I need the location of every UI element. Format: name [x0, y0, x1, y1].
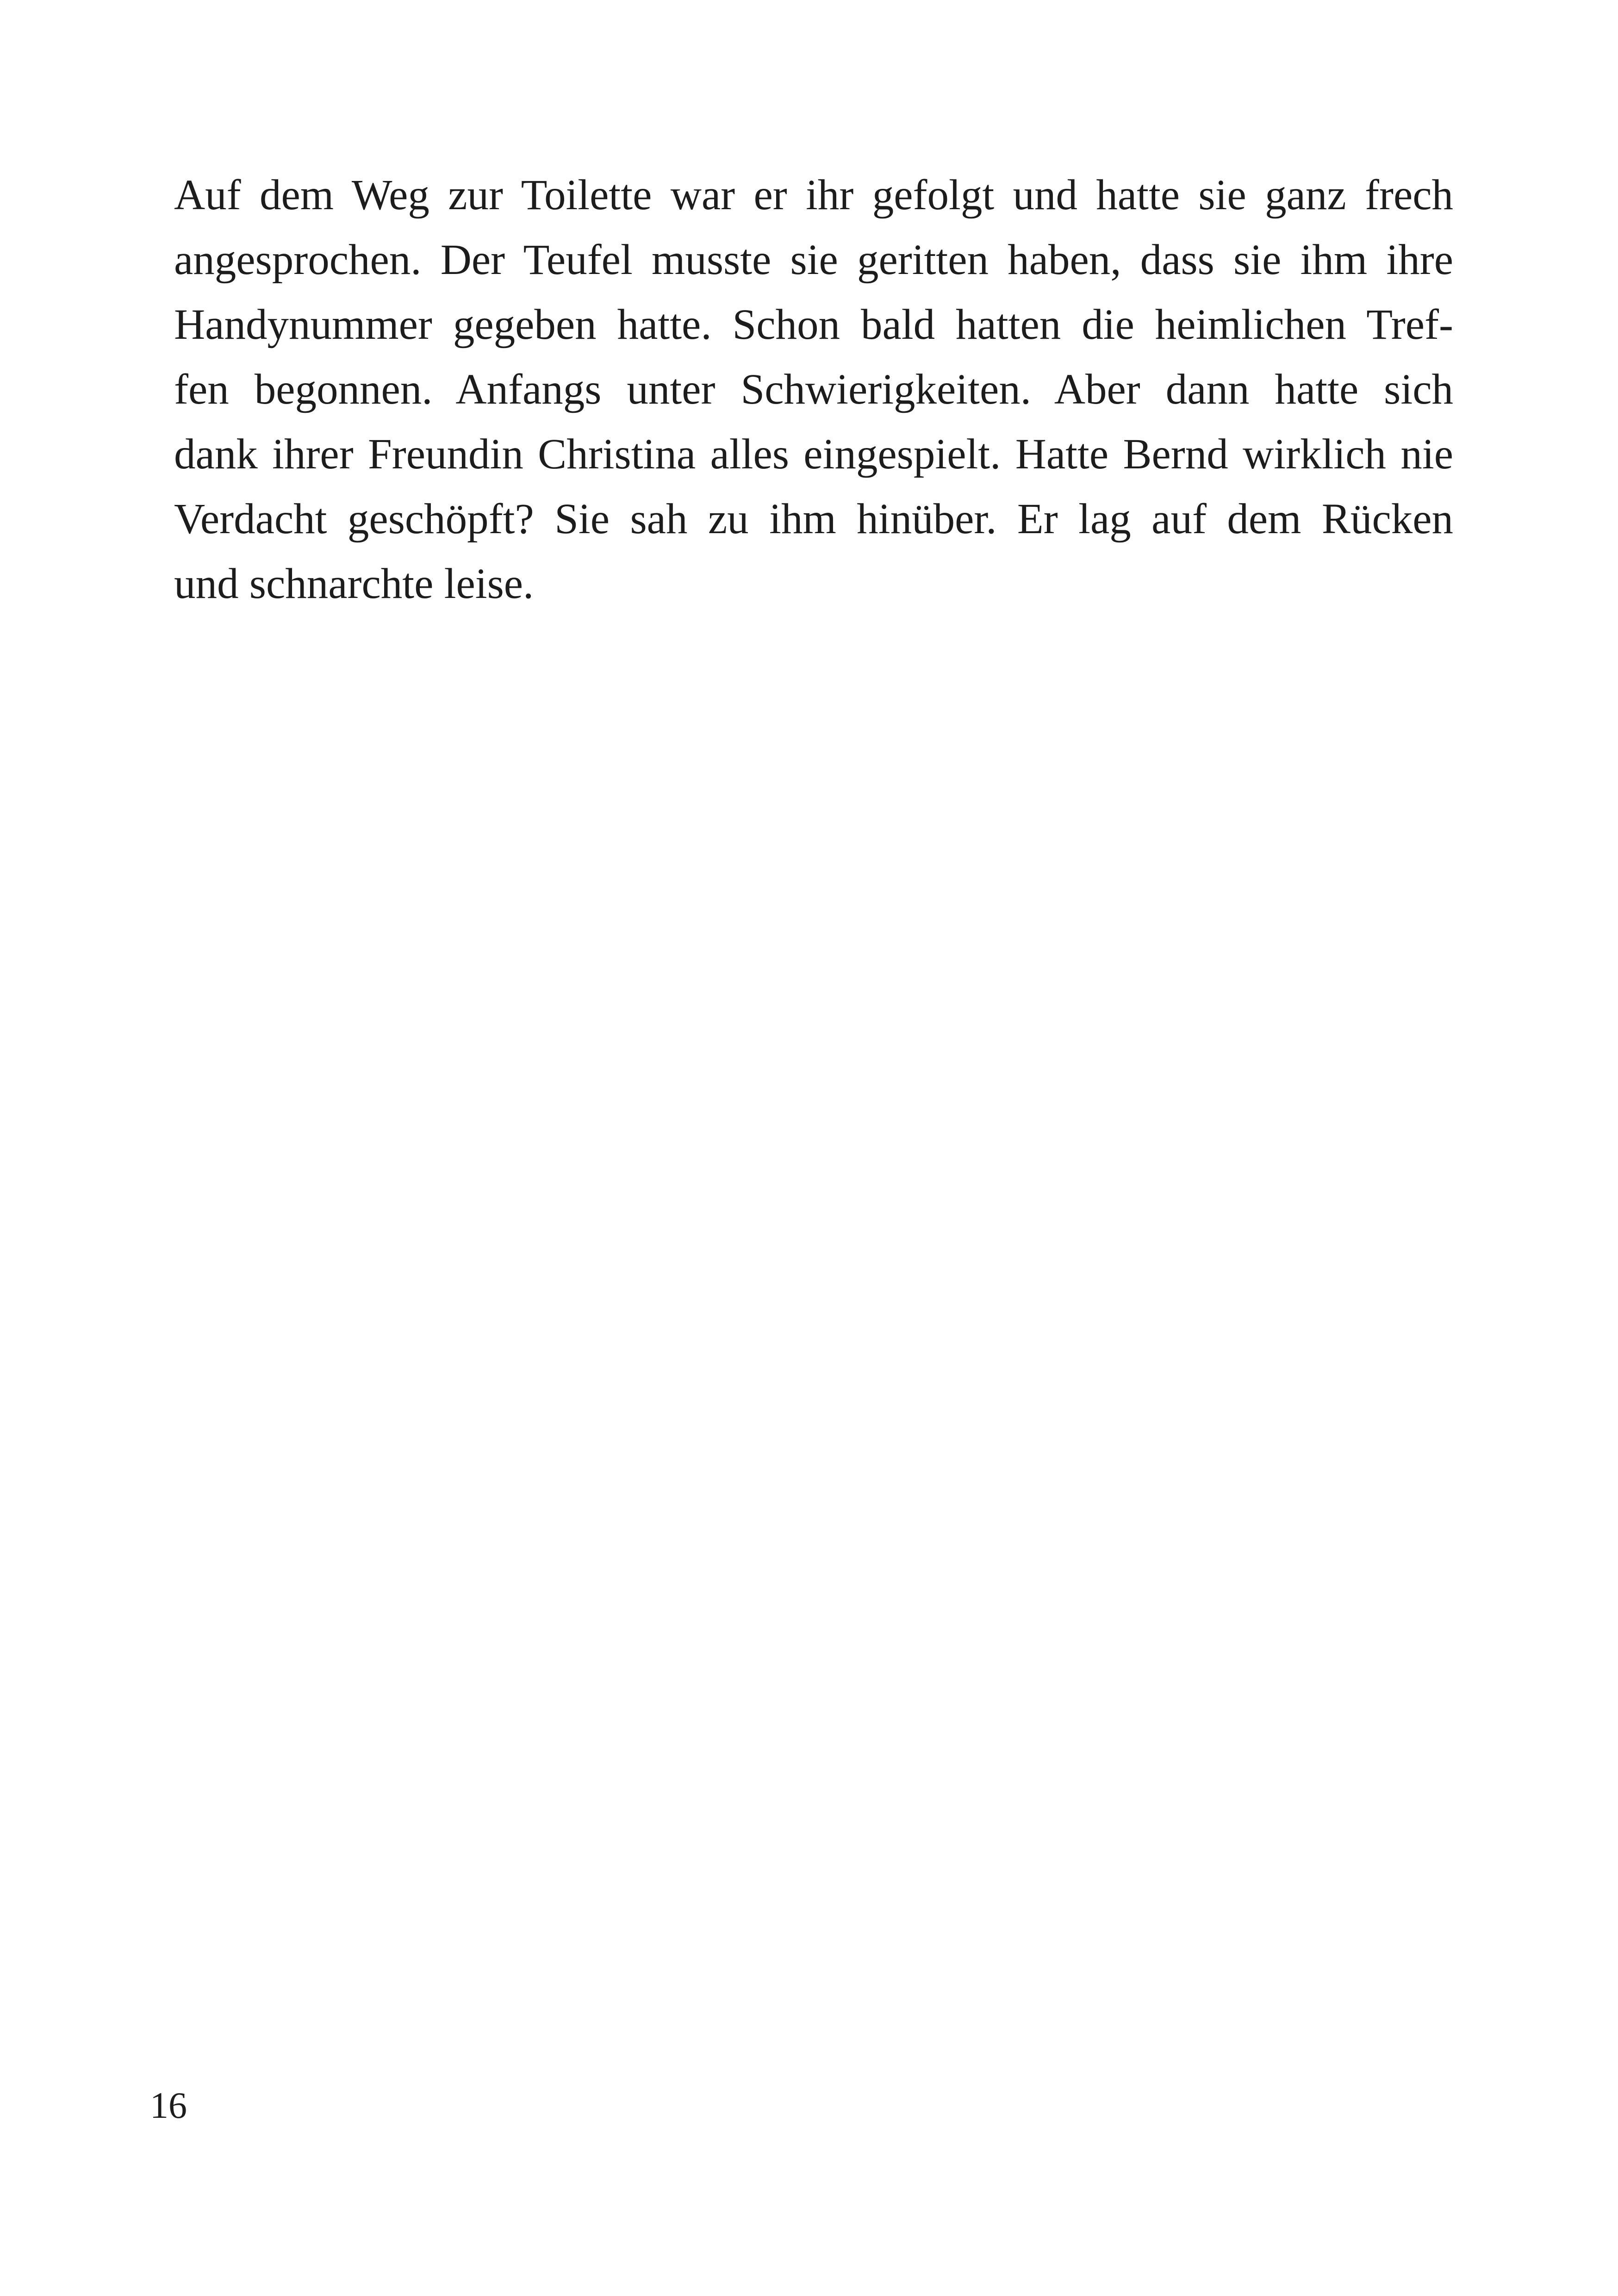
- text-line: angesprochen. Der Teufel musste sie geritten haben, dass sie ihm ihre: [174, 236, 1453, 284]
- text-line: Auf dem Weg zur Toilette war er ihr gefolgt und hatte sie ganz frech: [174, 171, 1453, 219]
- page-number: 16: [150, 2085, 187, 2126]
- text-line: und schnarchte leise.: [174, 560, 534, 608]
- text-line: fen begonnen. Anfangs unter Schwierigkeiten. Aber dann hatte sich: [174, 366, 1453, 413]
- text-line: dank ihrer Freundin Christina alles eingespielt. Hatte Bernd wirklich nie: [174, 430, 1453, 478]
- paragraph: [174, 163, 1453, 616]
- text-line: Verdacht geschöpft? Sie sah zu ihm hinüber. Er lag auf dem Rücken: [174, 495, 1453, 543]
- text-line: Handynummer gegeben hatte. Schon bald hatten die heimlichen Tref-: [174, 301, 1453, 348]
